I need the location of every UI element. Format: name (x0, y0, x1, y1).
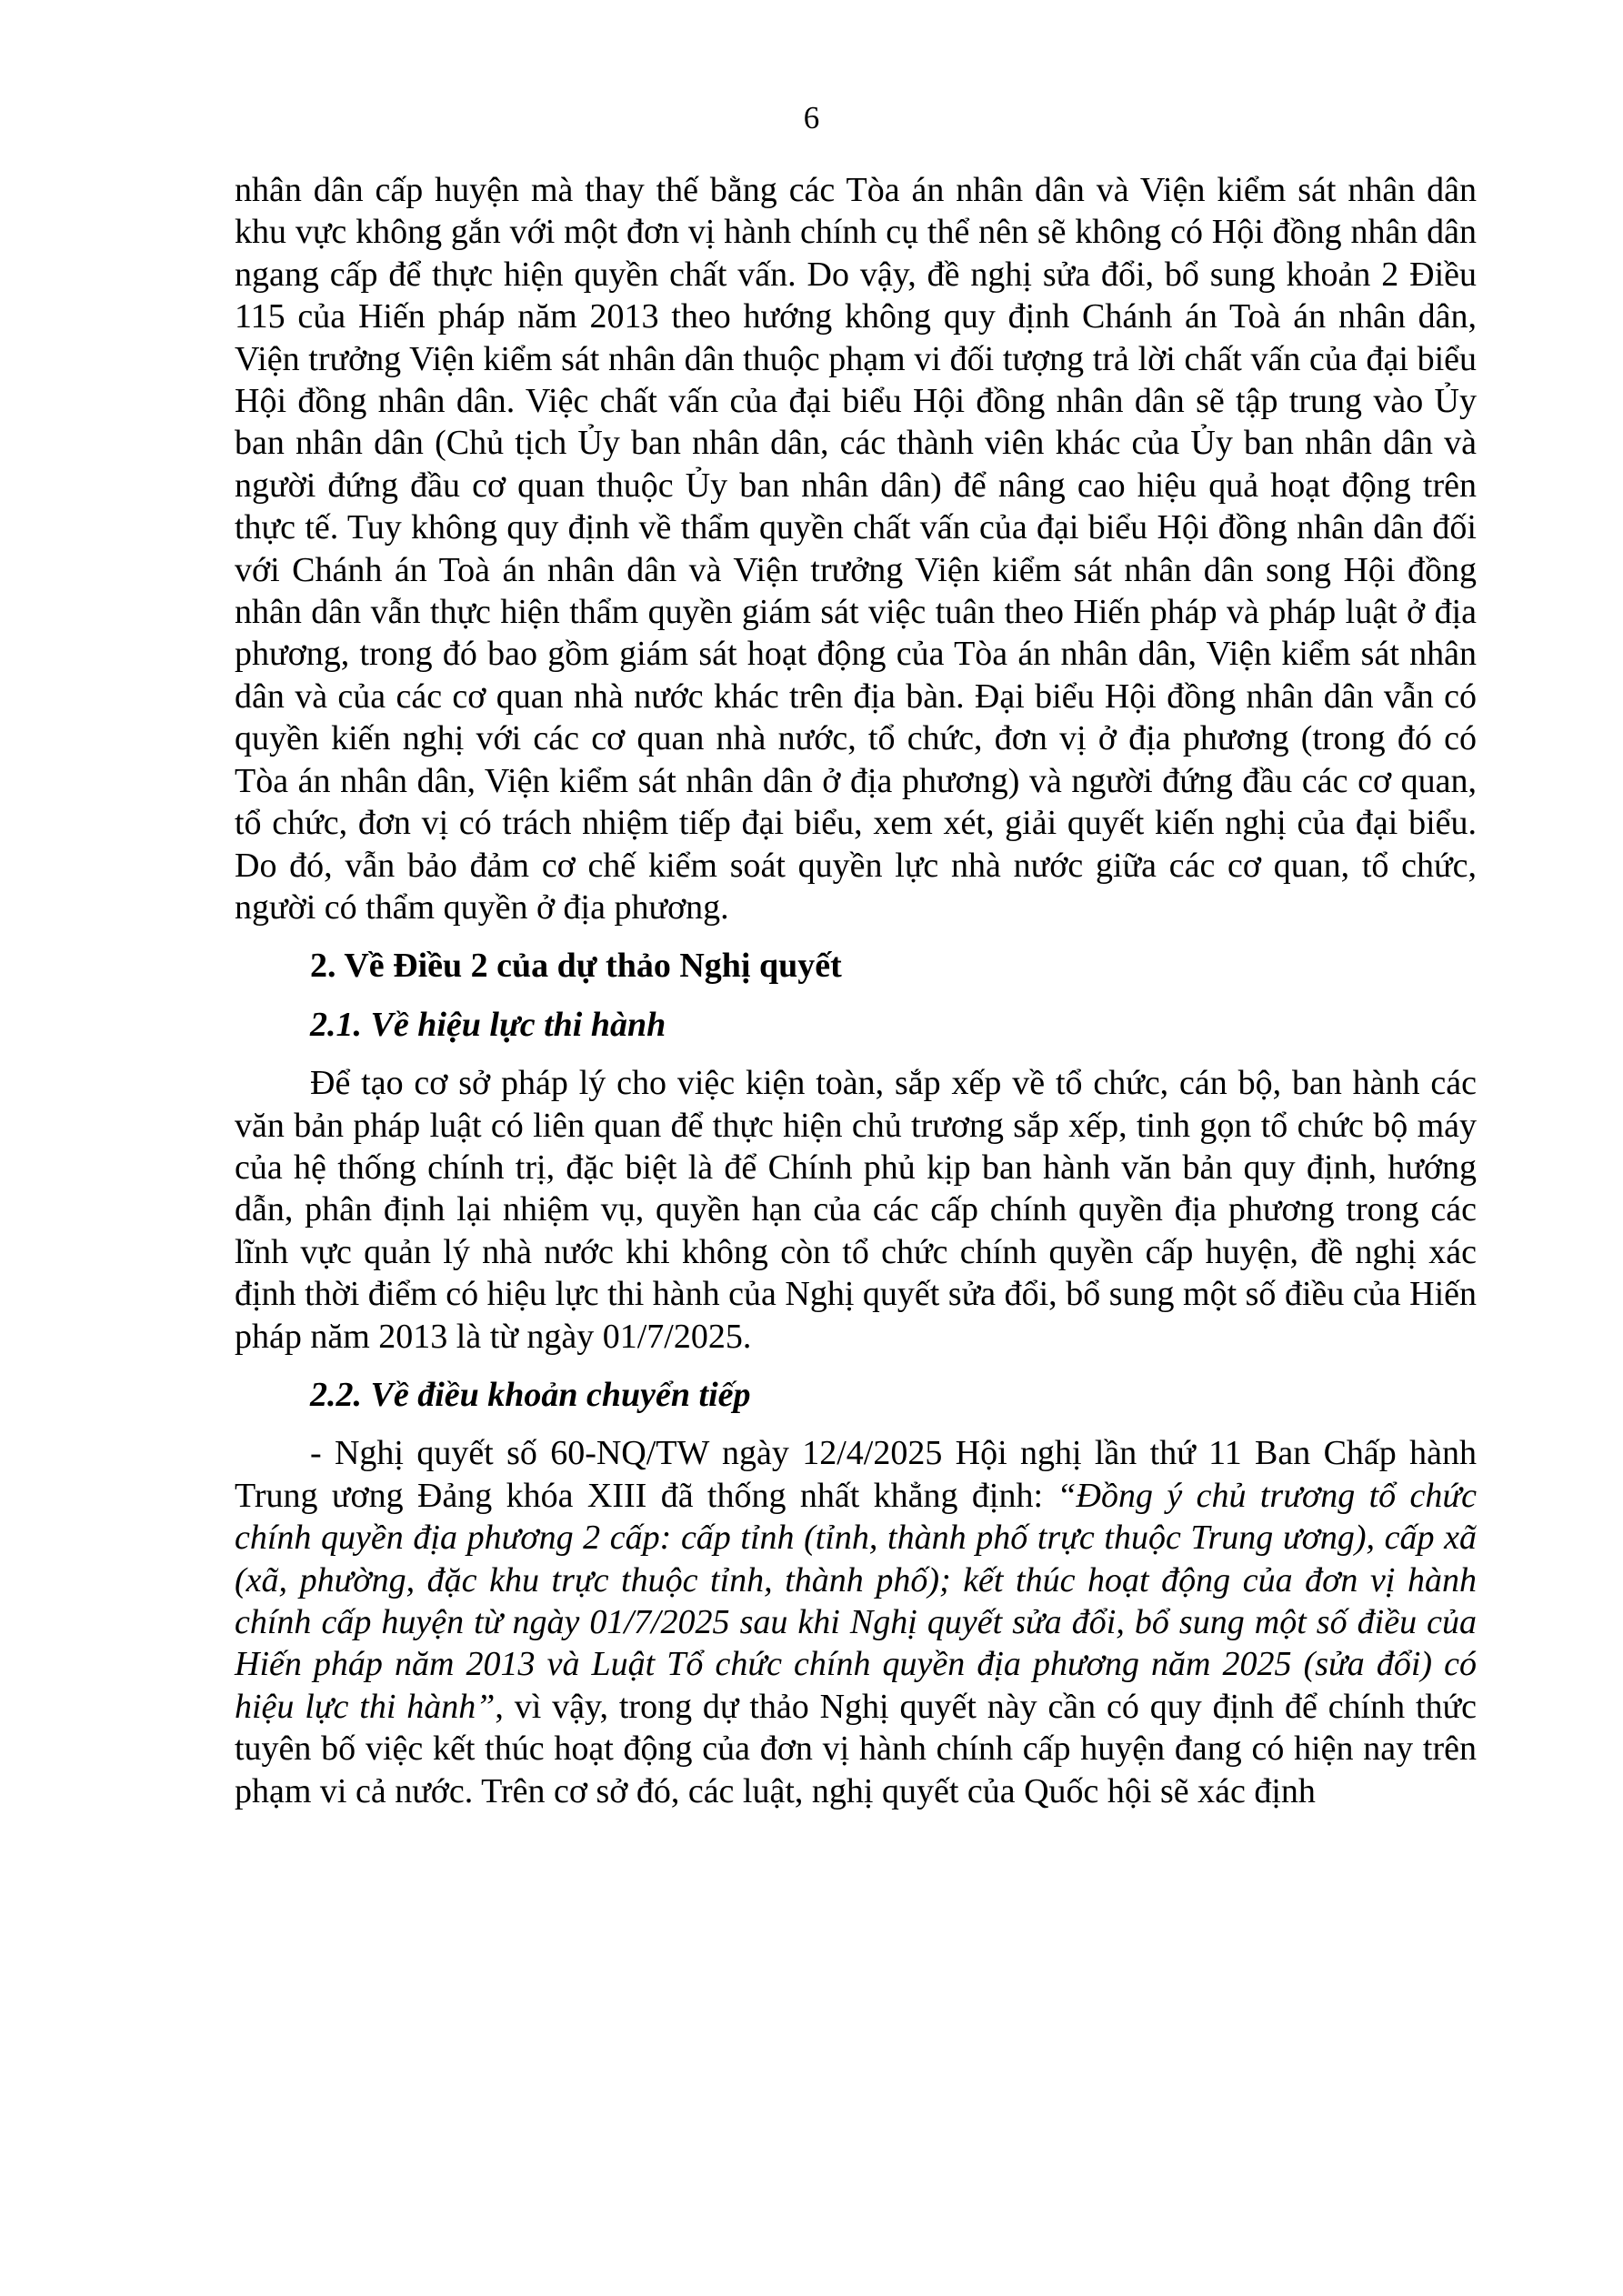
section-heading-2: 2. Về Điều 2 của dự thảo Nghị quyết (310, 947, 842, 986)
document-body (235, 169, 1477, 1812)
subsection-heading-2-2: 2.2. Về điều khoản chuyển tiếp (310, 1375, 751, 1414)
paragraph-lead-text: - Nghị quyết số 60-NQ/TW ngày 12/4/2025 Hội nghị lần thứ 11 Ban Chấp hành Trung ương Đảng khóa XIII đã thống nhất khẳng định: (235, 1434, 1477, 1515)
resolution-quote: “Đồng ý chủ trương tổ chức chính quyền địa phương 2 cấp: cấp tỉnh (tỉnh, thành phố trực thuộc Trung ương), cấp xã (xã, phường, đặc khu trực thuộc tỉnh, thành phố); kết thúc hoạt động của đơn vị hành chính cấp huyện từ ngày 01/7/2025 sau khi Nghị quyết sửa đổi, bổ sung một số điều của Hiến pháp năm 2013 và Luật Tổ chức chính quyền địa phương năm 2025 (sửa đổi) có hiệu lực thi hành” (235, 1476, 1477, 1726)
subsection-heading-2-1: 2.1. Về hiệu lực thi hành (310, 1005, 666, 1044)
paragraph-continuation: nhân dân cấp huyện mà thay thế bằng các Tòa án nhân dân và Viện kiểm sát nhân dân khu vực không gắn với một đơn vị hành chính cụ thể nên sẽ không có Hội đồng nhân dân ngang cấp để thực hiện quyền chất vấn. Do vậy, đề nghị sửa đổi, bổ sung khoản 2 Điều 115 của Hiến pháp năm 2013 theo hướng không quy định Chánh án Toà án nhân dân, Viện trưởng Viện kiểm sát nhân dân thuộc phạm vi đối tượng trả lời chất vấn của đại biểu Hội đồng nhân dân. Việc chất vấn của đại biểu Hội đồng nhân dân sẽ tập trung vào Ủy ban nhân dân (Chủ tịch Ủy ban nhân dân, các thành viên khác của Ủy ban nhân dân và người đứng đầu cơ quan thuộc Ủy ban nhân dân) để nâng cao hiệu quả hoạt động trên thực tế. Tuy không quy định về thẩm quyền chất vấn của đại biểu Hội đồng nhân dân đối với Chánh án Toà án nhân dân và Viện trưởng Viện kiểm sát nhân dân song Hội đồng nhân dân vẫn thực hiện thẩm quyền giám sát việc tuân theo Hiến pháp và pháp luật ở địa phương, trong đó bao gồm giám sát hoạt động của Tòa án nhân dân, Viện kiểm sát nhân dân và của các cơ quan nhà nước khác trên địa bàn. Đại biểu Hội đồng nhân dân vẫn có quyền kiến nghị với các cơ quan nhà nước, tổ chức, đơn vị ở địa phương (trong đó có Tòa án nhân dân, Viện kiểm sát nhân dân ở địa phương) và người đứng đầu các cơ quan, tổ chức, đơn vị có trách nhiệm tiếp đại biểu, xem xét, giải quyết kiến nghị của đại biểu. Do đó, vẫn bảo đảm cơ chế kiểm soát quyền lực nhà nước giữa các cơ quan, tổ chức, người có thẩm quyền ở địa phương. (235, 171, 1477, 927)
page-number: 6 (803, 100, 820, 135)
paragraph-tail-text: , vì vậy, trong dự thảo Nghị quyết này cần có quy định để chính thức tuyên bố việc kết thúc hoạt động của đơn vị hành chính cấp huyện đang có hiện nay trên phạm vi cả nước. Trên cơ sở đó, các luật, nghị quyết của Quốc hội sẽ xác định (235, 1687, 1477, 1810)
paragraph-effective-date: Để tạo cơ sở pháp lý cho việc kiện toàn, sắp xếp về tổ chức, cán bộ, ban hành các văn bản pháp luật có liên quan để thực hiện chủ trương sắp xếp, tinh gọn tổ chức bộ máy của hệ thống chính trị, đặc biệt là để Chính phủ kịp ban hành văn bản quy định, hướng dẫn, phân định lại nhiệm vụ, quyền hạn của các cấp chính quyền địa phương trong các lĩnh vực quản lý nhà nước khi không còn tổ chức chính quyền cấp huyện, đề nghị xác định thời điểm có hiệu lực thi hành của Nghị quyết sửa đổi, bổ sung một số điều của Hiến pháp năm 2013 là từ ngày 01/7/2025. (235, 1064, 1477, 1356)
paragraph-transitional (235, 1432, 1477, 1812)
